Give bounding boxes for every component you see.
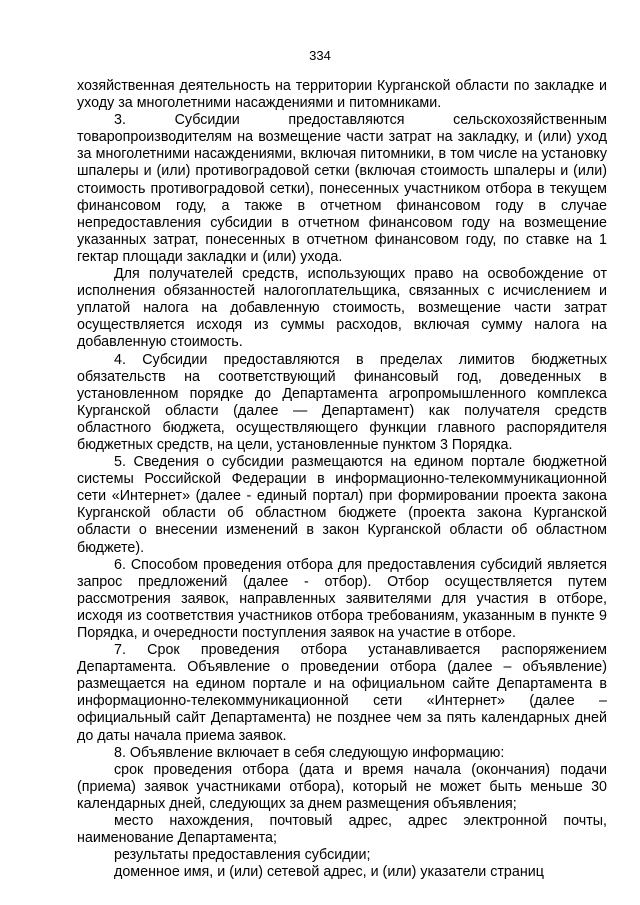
paragraph-continuation: хозяйственная деятельность на территории Курганской области по закладке и уходу за многолетними насаждениями и питомниками. [77, 78, 607, 112]
paragraph-item-8: 8. Объявление включает в себя следующую информацию: [114, 744, 505, 761]
list-item-domain: доменное имя, и (или) сетевой адрес, и (или) указатели страниц [114, 864, 544, 881]
list-item-results: результаты предоставления субсидии; [114, 847, 371, 864]
list-item-location: место нахождения, почтовый адрес, адрес электронной почты, наименование Департамента; [77, 813, 607, 847]
paragraph-item-7: 7. Срок проведения отбора устанавливается распоряжением Департамента. Объявление о проведении отбора (далее – объявление) размещается на едином портале и на официальном сайте Департамента в информационно-телекоммуникационной сети «Интернет» (далее – официальный сайт Департамента) не позднее чем за пять календарных дней до даты начала приема заявок. [77, 642, 607, 744]
page-number: 334 [309, 48, 331, 63]
paragraph-item-3: 3. Субсидии предоставляются сельскохозяйственным товаропроизводителям на возмещение части затрат на закладку, и (или) уход за многолетними насаждениями, включая питомники, в том числе на установку шпалеры и (или) противоградовой сетки (включая стоимость шпалеры и (или) стоимость противоградовой сетки), понесенных участником отбора в текущем финансовом году, а также в отчетном финансовом году в случае непредоставления субсидии в отчетном финансовом году на возмещение указанных затрат, понесенных в отчетном финансовом году, по ставке на 1 гектар площади закладки и (или) ухода. [77, 112, 607, 265]
list-item-deadline: срок проведения отбора (дата и время начала (окончания) подачи (приема) заявок участниками отбора), который не может быть меньше 30 календарных дней, следующих за днем размещения объявления; [77, 761, 607, 812]
paragraph-item-6: 6. Способом проведения отбора для предоставления субсидий является запрос предложений (далее - отбор). Отбор осуществляется путем рассмотрения заявок, направленных заявителями для участия в отборе, исходя из соответствия участников отбора требованиям, указанным в пункте 9 Порядка, и очередности поступления заявок на участие в отборе. [77, 556, 607, 641]
document-body [77, 78, 607, 881]
paragraph-item-4: 4. Субсидии предоставляются в пределах лимитов бюджетных обязательств на соответствующий финансовый год, доведенных в установленном порядке до Департамента агропромышленного комплекса Курганской области (далее — Департамент) как получателя средств областного бюджета, осуществляющего функции главного распорядителя бюджетных средств, на цели, установленные пунктом 3 Порядка. [77, 351, 607, 453]
paragraph-vat-note: Для получателей средств, использующих право на освобождение от исполнения обязанностей налогоплательщика, связанных с исчислением и уплатой налога на добавленную стоимость, возмещение части затрат осуществляется исходя из суммы расходов, включая сумму налога на добавленную стоимость. [77, 266, 607, 351]
paragraph-item-5: 5. Сведения о субсидии размещаются на едином портале бюджетной системы Российской Федерации в информационно-телекоммуникационной сети «Интернет» (далее - единый портал) при формировании проекта закона Курганской области об областном бюджете (проекта закона Курганской области о внесении изменений в закон Курганской области об областном бюджете). [77, 454, 607, 556]
